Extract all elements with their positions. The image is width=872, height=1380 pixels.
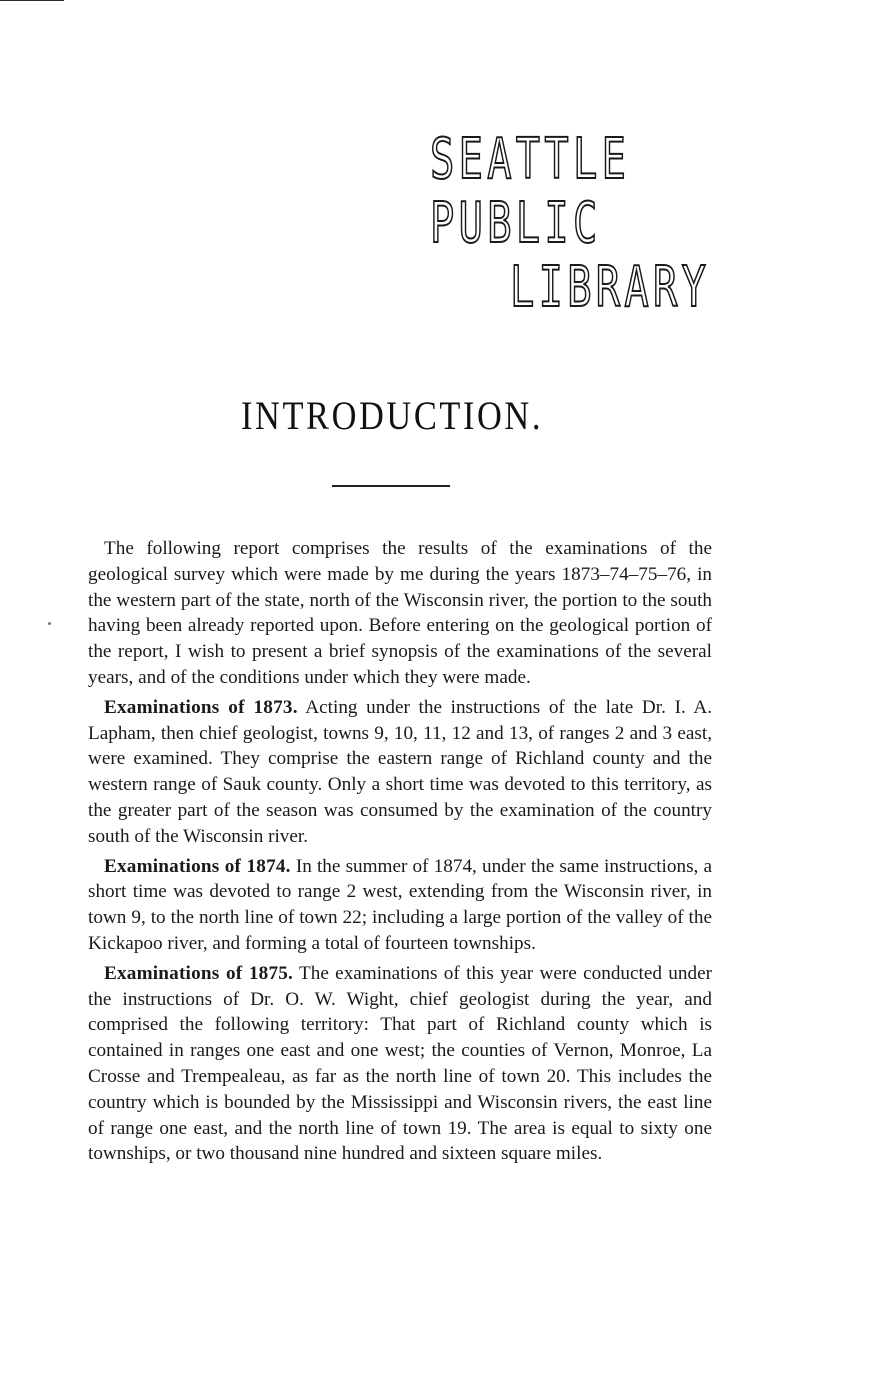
section-lead: Examinations of 1875. [104, 962, 294, 984]
margin-speck [48, 622, 51, 625]
title-divider [332, 485, 450, 487]
paragraph-text: The examinations of this year were conducted under the instructions of Dr. O. W. Wight, chief geologist during the year, and comprised the following territory: That part of Richland county which is contained in ranges one east and one west; the counties of Vernon, Monroe, La Crosse and Trempealeau, as far as the north line of town 20. This includes the country which is bounded by the Mississippi and Wisconsin rivers, the east line of range one east, and the north line of town 19. The area is equal to sixty one townships, or two thousand nine hundred and sixteen square miles. [88, 962, 712, 1165]
top-edge-rule [0, 0, 64, 1]
introduction-body [88, 536, 712, 1171]
paragraph [88, 695, 712, 850]
page-title: INTRODUCTION. [240, 393, 544, 438]
paragraph [88, 536, 712, 691]
section-lead: Examinations of 1874. [104, 855, 291, 877]
paragraph-text: Acting under the instructions of the late Dr. I. A. Lapham, then chief geologist, towns 9, 10, 11, 12 and 13, of ranges 2 and 3 east, were examined. They comprise the eastern range of Richland county and the western range of Sauk county. Only a short time was devoted to this territory, as the greater part of the season was consumed by the examination of the country south of the Wisconsin river. [88, 696, 713, 847]
paragraph [88, 854, 712, 957]
stamp-line-1: SEATTLE PUBLIC [430, 127, 631, 256]
paragraph-text: The following report comprises the results of the examinations of the geological survey which were made by me during the years 1873–74–75–76, in the western part of the state, north of the Wisconsin river, the portion to the south having been already reported upon. Before entering on the geological portion of the report, I wish to present a brief synopsis of the examinations of the several years, and of the conditions under which they were made. [88, 538, 712, 688]
stamp-line-2: LIBRARY [510, 255, 711, 320]
paragraph [88, 961, 712, 1167]
section-lead: Examinations of 1873. [104, 696, 298, 718]
paragraph-text: In the summer of 1874, under the same instructions, a short time was devoted to range 2 west, extending from the Wisconsin river, in town 9, to the north line of town 22; including a large portion of the valley of the Kickapoo river, and forming a total of fourteen townships. [88, 855, 712, 954]
library-perforation-stamp [430, 128, 800, 320]
